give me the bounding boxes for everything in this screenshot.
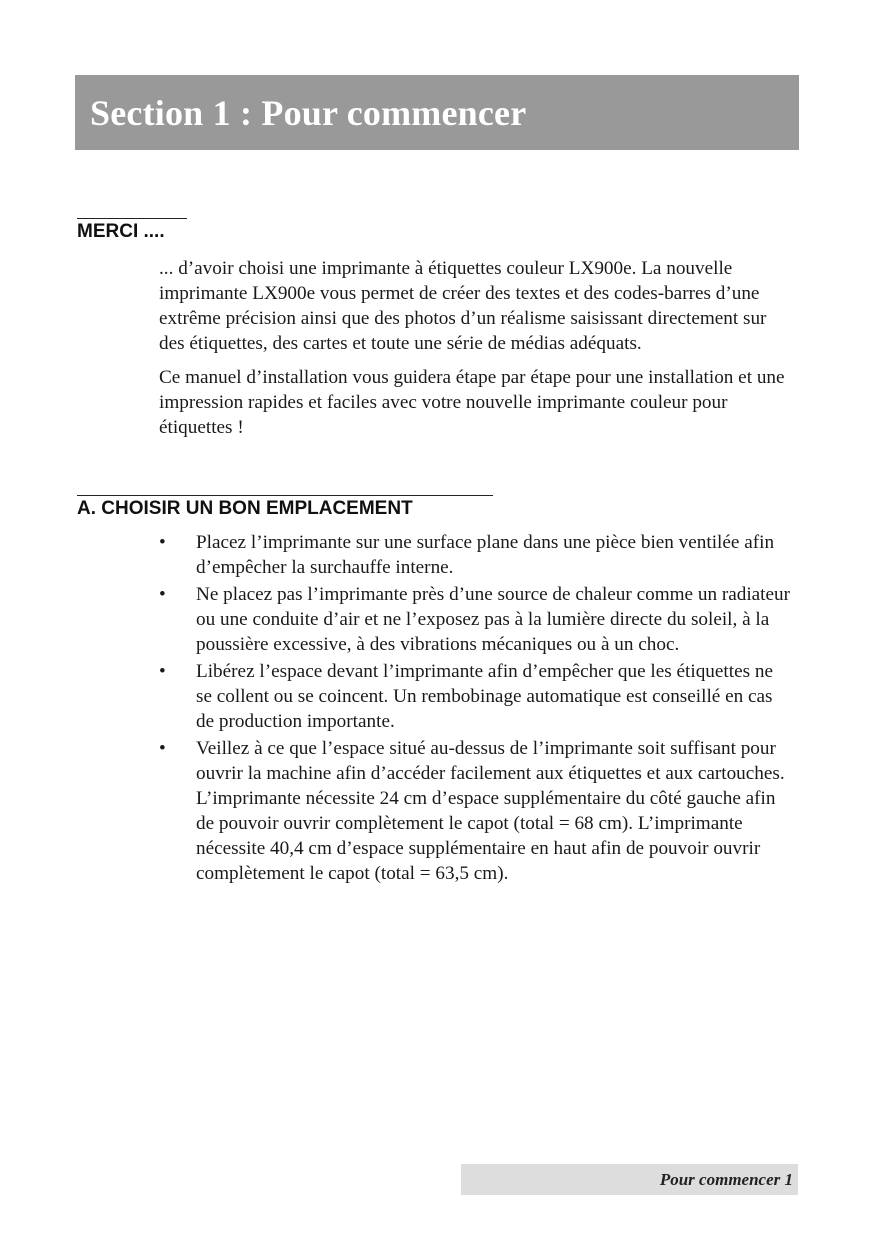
list-item-text: Veillez à ce que l’espace situé au-dessus de l’imprimante soit suffisant pour ouvrir la machine afin d’accéder facilement aux étiquettes et aux cartouches. L’imprimante nécessite 24 cm d’espace supplémentaire du côté gauche afin de pouvoir ouvrir complètement le capot (total = 68 cm). L’imprimante nécessite 40,4 cm d’espace supplémentaire en haut afin de pouvoir ouvrir complètement le capot (total = 63,5 cm).: [196, 738, 785, 884]
merci-paragraph: ... d’avoir choisi une imprimante à étiquettes couleur LX900e. La nouvelle imprimante LX900e vous permet de créer des textes et des codes-barres d’une extrême précision ainsi que des photos d’un réalisme saisissant directement sur des étiquettes, des cartes et toute une série de médias adéquats.: [159, 258, 767, 354]
list-item-text: Libérez l’espace devant l’imprimante afin d’empêcher que les étiquettes ne se collent ou se coincent. Un rembobinage automatique est conseillé en cas de production importante.: [196, 661, 773, 732]
list-item-text: Ne placez pas l’imprimante près d’une source de chaleur comme un radiateur ou une conduite d’air et ne l’exposez pas à la lumière directe du soleil, à la poussière excessive, à des vibrations mécaniques ou à un choc.: [196, 584, 791, 655]
merci-paragraph: Ce manuel d’installation vous guidera étape par étape pour une installation et une impression rapides et faciles avec votre nouvelle imprimante couleur pour étiquettes !: [159, 367, 785, 438]
footer-page-label: Pour commencer 1: [659, 1169, 793, 1189]
bullet-icon: •: [159, 738, 166, 759]
list-item: [159, 659, 791, 734]
bullet-icon: •: [159, 661, 166, 682]
section-banner: [75, 75, 799, 150]
list-item: [159, 582, 791, 657]
merci-heading: MERCI ....: [77, 218, 187, 243]
list-item: [159, 736, 791, 886]
section-title: Section 1 : Pour commencer: [90, 92, 527, 133]
page-footer: [461, 1164, 798, 1195]
list-item-text: Placez l’imprimante sur une surface plane dans une pièce bien ventilée afin d’empêcher la surchauffe interne.: [196, 532, 775, 578]
emplacement-list: [159, 530, 791, 888]
merci-text: [159, 256, 791, 449]
emplacement-heading: A. CHOISIR UN BON EMPLACEMENT: [77, 495, 493, 520]
bullet-icon: •: [159, 584, 166, 605]
list-item: [159, 530, 791, 580]
bullet-icon: •: [159, 532, 166, 553]
